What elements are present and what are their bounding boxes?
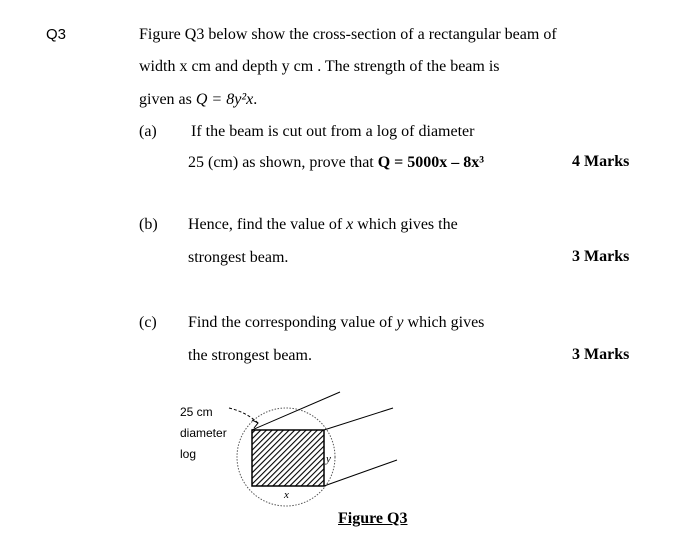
part-c-label: (c) <box>139 314 157 331</box>
part-c-line-1-suffix: which gives <box>403 314 485 331</box>
depth-label-y: y <box>326 453 331 465</box>
part-b-variable: x <box>346 216 354 233</box>
part-b-line-1-prefix: Hence, find the value of <box>188 216 347 233</box>
intro-line-2: width x cm and depth y cm . The strength of the beam is <box>139 58 500 75</box>
figure-label-diameter-value: 25 cm <box>180 405 213 419</box>
figure-caption: Figure Q3 <box>338 510 408 527</box>
part-b-line-2: strongest beam. <box>188 249 289 266</box>
part-a-label: (a) <box>139 123 157 140</box>
part-a-line-2-text: 25 (cm) as shown, prove that <box>188 154 378 171</box>
part-c-line-2: the strongest beam. <box>188 347 312 364</box>
part-b-line-1-suffix: which gives the <box>353 216 458 233</box>
part-a-line-1: If the beam is cut out from a log of diameter <box>191 123 475 140</box>
part-b-label: (b) <box>139 216 158 233</box>
intro-line-1: Figure Q3 below show the cross-section of a rectangular beam of <box>139 26 557 43</box>
intro-line-3-suffix: . <box>253 91 258 108</box>
width-label-x: x <box>284 489 289 501</box>
part-c-line-1-prefix: Find the corresponding value of <box>188 314 397 331</box>
intro-line-3-prefix: given as <box>139 91 196 108</box>
part-a-marks: 4 Marks <box>572 153 630 170</box>
diameter-arrow-head <box>252 420 258 428</box>
beam-edge-top-left <box>252 392 340 430</box>
part-c-marks: 3 Marks <box>572 346 630 363</box>
strength-formula: Q = 8y²x <box>195 91 254 108</box>
part-c-variable: y <box>396 314 404 331</box>
figure-label-log: log <box>180 447 197 461</box>
question-number: Q3 <box>46 26 67 43</box>
beam-edge-top-right <box>324 408 393 430</box>
part-b-marks: 3 Marks <box>572 248 630 265</box>
figure-label-diameter: diameter <box>180 426 227 440</box>
proof-formula: Q = 5000x – 8x³ <box>377 154 485 171</box>
beam-cross-section <box>252 430 324 486</box>
